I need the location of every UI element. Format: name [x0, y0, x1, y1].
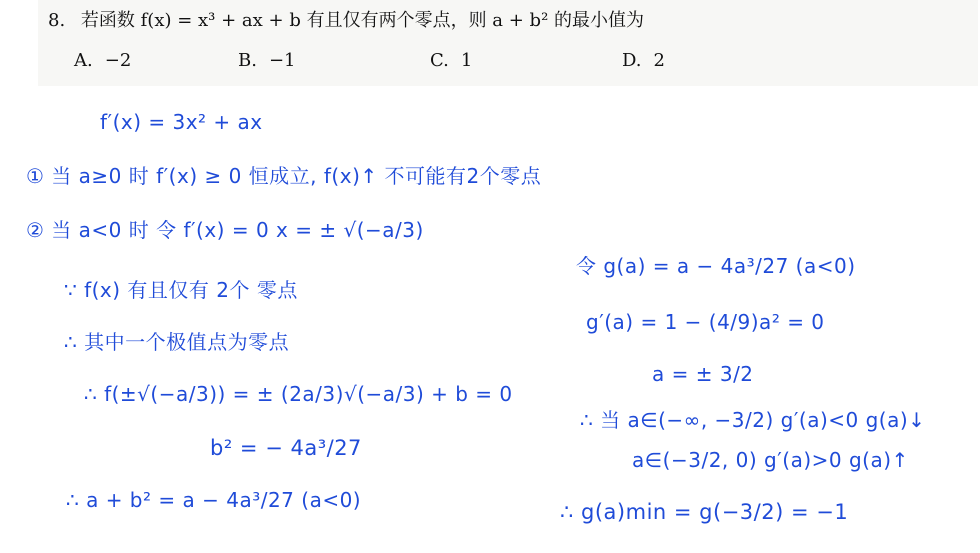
option-c[interactable]	[430, 50, 472, 71]
solution-sum: ∴ a + b² = a − 4a³/27 (a<0)	[66, 488, 362, 512]
solution-b-squared: b² = − 4a³/27	[210, 436, 362, 460]
solution-increasing: a∈(−3/2, 0) g′(a)>0 g(a)↑	[632, 448, 909, 472]
solution-case-2: ② 当 a<0 时 令 f′(x) = 0 x = ± √(−a/3)	[26, 218, 424, 242]
option-letter: B.	[238, 50, 257, 71]
question-stem-line	[48, 6, 644, 32]
solution-decreasing: ∴ 当 a∈(−∞, −3/2) g′(a)<0 g(a)↓	[580, 408, 926, 432]
option-value: −1	[268, 50, 296, 71]
option-letter: C.	[430, 50, 449, 71]
solution-equation: ∴ f(±√(−a/3)) = ± (2a/3)√(−a/3) + b = 0	[84, 382, 513, 406]
solution-g-derivative: g′(a) = 1 − (4/9)a² = 0	[586, 310, 825, 334]
solution-minimum: ∴ g(a)min = g(−3/2) = −1	[560, 500, 849, 524]
solution-case-1: ① 当 a≥0 时 f′(x) ≥ 0 恒成立, f(x)↑ 不可能有2个零点	[26, 164, 542, 188]
question-block	[38, 0, 978, 86]
option-value: 2	[653, 50, 665, 71]
option-d[interactable]	[622, 50, 665, 71]
option-value: 1	[460, 50, 473, 71]
solution-because: ∵ f(x) 有且仅有 2个 零点	[64, 278, 298, 302]
solution-critical-point: a = ± 3/2	[652, 362, 754, 386]
option-value: −2	[104, 50, 132, 71]
option-letter: D.	[622, 50, 642, 71]
solution-derivative: f′(x) = 3x² + ax	[100, 110, 263, 134]
solution-extremum: ∴ 其中一个极值点为零点	[64, 330, 290, 354]
option-letter: A.	[74, 50, 93, 71]
option-b[interactable]	[238, 50, 296, 71]
option-a[interactable]	[74, 50, 131, 71]
solution-define-g: 令 g(a) = a − 4a³/27 (a<0)	[576, 254, 856, 278]
question-number: 8.	[48, 10, 66, 31]
question-stem: 若函数 f(x) = x³ + ax + b 有且仅有两个零点，则 a + b² 的最小值为	[80, 10, 645, 31]
